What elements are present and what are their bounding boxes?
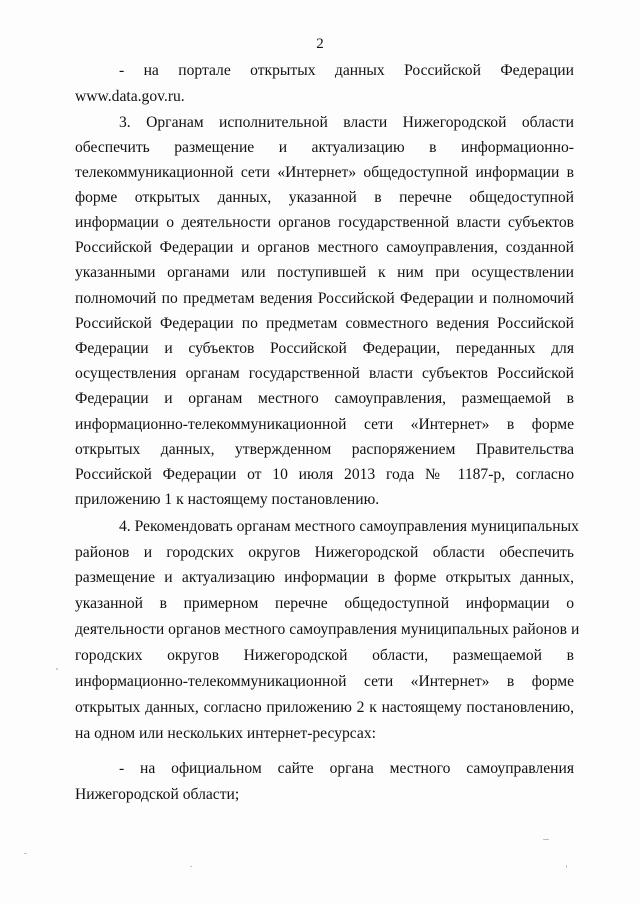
page-number: 2 (316, 36, 324, 52)
text-line: на одном или нескольких интернет-ресурсах: (75, 725, 376, 742)
text-line: обеспечить размещение и актуализацию в информационно- (75, 139, 574, 156)
text-line: информационно-телекоммуникационной сети «Интернет» в форме (75, 416, 574, 433)
text-line: - на порталe открытых данных Российской Федерации (119, 62, 574, 79)
text-line: указанными органами или поступившей к ним при осуществлении (75, 264, 574, 281)
scan-speck (566, 865, 567, 868)
text-line: полномочий по предметам ведения Российской Федерации и полномочий (75, 290, 574, 307)
text-line: Российской Федерации от 10 июля 2013 года № 1187-р, согласно (75, 466, 574, 483)
text-line: Российской Федерации по предметам совместного ведения Российской (75, 315, 574, 332)
text-line: www.data.gov.ru. (75, 88, 185, 105)
scan-speck (56, 668, 58, 670)
text-line: деятельности органов местного самоуправления муниципальных районов и (75, 621, 580, 638)
text-line: осуществления органам государственной власти субъектов Российской (75, 365, 574, 382)
text-line: - на официальном сайте органа местного самоуправления (119, 760, 574, 777)
text-line: форме открытых данных, указанной в перечне общедоступной (75, 189, 574, 206)
scan-speck (190, 866, 192, 867)
text-line: Российской Федерации и органов местного самоуправления, созданной (75, 239, 574, 256)
scan-speck (543, 839, 549, 840)
text-line: Федерации и органам местного самоуправления, размещаемой в (75, 390, 574, 407)
text-line: информации о деятельности органов государственной власти субъектов (75, 214, 574, 231)
text-line: приложению 1 к настоящему постановлению. (75, 491, 380, 508)
text-line: размещение и актуализацию информации в форме открытых данных, (75, 569, 574, 586)
text-line: открытых данных, согласно приложению 2 к настоящему постановлению, (75, 699, 574, 716)
text-line: городских округов Нижегородской области, размещаемой в (75, 647, 574, 664)
text-line: информационно-телекоммуникационной сети «Интернет» в форме (75, 673, 574, 690)
text-line: открытых данных, утвержденном распоряжением Правительства (75, 441, 574, 458)
scan-speck (24, 853, 27, 854)
text-line: районов и городских округов Нижегородской области обеспечить (75, 544, 574, 561)
text-line: указанной в примерном перечне общедоступной информации о (75, 595, 574, 612)
text-line: Нижегородской области; (75, 786, 240, 803)
text-line: 3. Органам исполнительной власти Нижегородской области (119, 114, 574, 131)
text-line: Федерации и субъектов Российской Федерации, переданных для (75, 340, 574, 357)
text-line: телекоммуникационной сети «Интернет» общедоступной информации в (75, 164, 574, 181)
text-line: 4. Рекомендовать органам местного самоуправления муниципальных (119, 518, 579, 535)
